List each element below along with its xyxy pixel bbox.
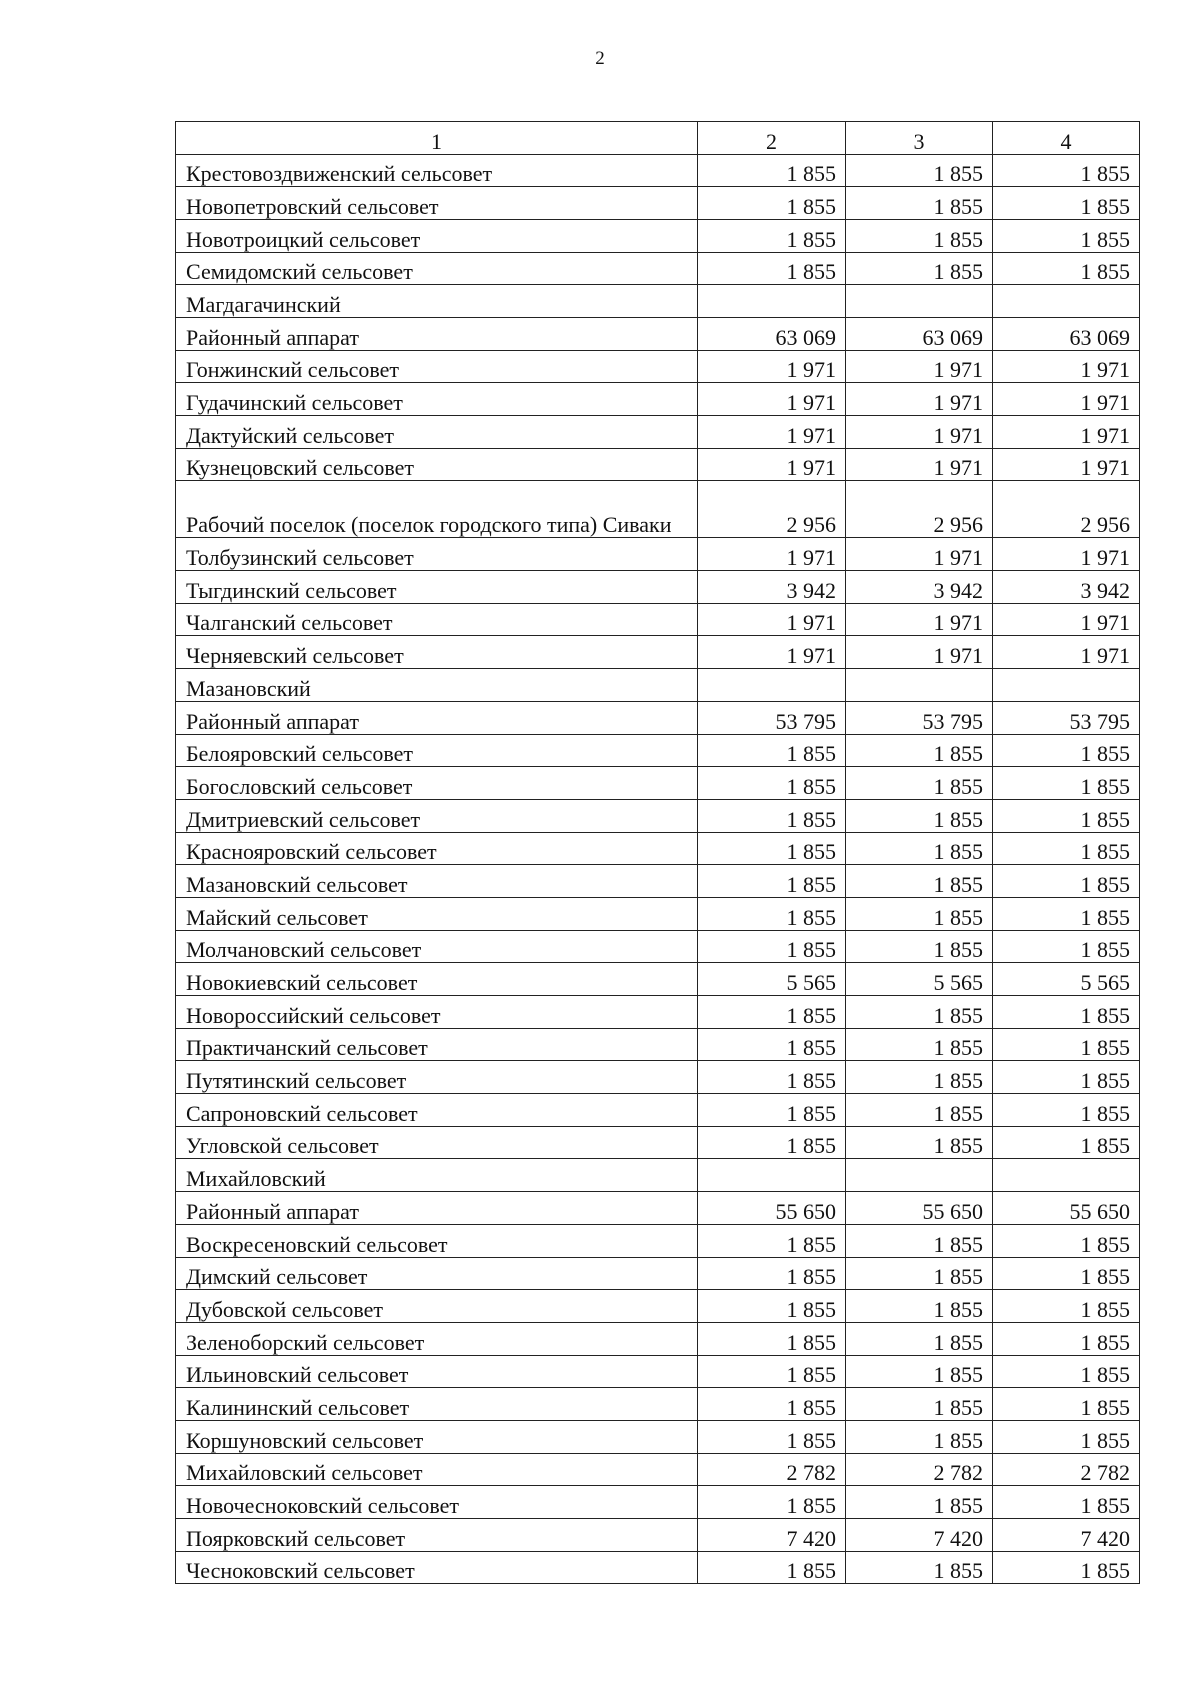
- table-row: [176, 930, 1140, 963]
- row-name-cell: Молчановский сельсовет: [176, 930, 698, 963]
- row-name-cell: Тыгдинский сельсовет: [176, 571, 698, 604]
- value-cell-col3: 5 565: [846, 963, 993, 996]
- value-cell-col4: 1 855: [993, 996, 1140, 1029]
- value-cell-col4: 1 971: [993, 603, 1140, 636]
- value-cell-col4: 1 855: [993, 767, 1140, 800]
- value-cell-col3: 1 855: [846, 930, 993, 963]
- value-cell-col2: 3 942: [698, 571, 846, 604]
- row-name-cell: Черняевский сельсовет: [176, 636, 698, 669]
- value-cell-col3: 3 942: [846, 571, 993, 604]
- table-row: [176, 1126, 1140, 1159]
- value-cell-col4: 1 855: [993, 1355, 1140, 1388]
- table-row: [176, 1486, 1140, 1519]
- row-name-cell: Краснояровский сельсовет: [176, 832, 698, 865]
- table-row: [176, 734, 1140, 767]
- table-row: [176, 1159, 1140, 1192]
- table-row: [176, 1061, 1140, 1094]
- value-cell-col3: 2 782: [846, 1453, 993, 1486]
- row-name-cell: Коршуновский сельсовет: [176, 1420, 698, 1453]
- row-name-cell: Угловской сельсовет: [176, 1126, 698, 1159]
- table-row: [176, 1094, 1140, 1127]
- table-row: [176, 187, 1140, 220]
- value-cell-col3: 1 855: [846, 1420, 993, 1453]
- row-name-cell: Ильиновский сельсовет: [176, 1355, 698, 1388]
- table-row: [176, 219, 1140, 252]
- value-cell-col3: 1 855: [846, 252, 993, 285]
- value-cell-col2: 5 565: [698, 963, 846, 996]
- value-cell-col4: 1 855: [993, 1420, 1140, 1453]
- table-row: [176, 1290, 1140, 1323]
- value-cell-col2: 1 855: [698, 1224, 846, 1257]
- value-cell-col3: 1 855: [846, 1355, 993, 1388]
- row-name-cell: Семидомский сельсовет: [176, 252, 698, 285]
- value-cell-col4: 1 855: [993, 1094, 1140, 1127]
- value-cell-col3: 1 971: [846, 350, 993, 383]
- value-cell-col4: 1 855: [993, 1486, 1140, 1519]
- table-row: [176, 865, 1140, 898]
- value-cell-col4: 1 855: [993, 1322, 1140, 1355]
- value-cell-col3: 53 795: [846, 701, 993, 734]
- value-cell-col2: 1 855: [698, 996, 846, 1029]
- value-cell-col3: 1 855: [846, 1322, 993, 1355]
- table-row: [176, 416, 1140, 449]
- value-cell-col3: 55 650: [846, 1192, 993, 1225]
- value-cell-col2: 1 855: [698, 1061, 846, 1094]
- table-row: [176, 285, 1140, 318]
- value-cell-col3: 1 855: [846, 897, 993, 930]
- table-row: [176, 1028, 1140, 1061]
- value-cell-col4: 1 855: [993, 1028, 1140, 1061]
- value-cell-col4: 55 650: [993, 1192, 1140, 1225]
- row-name-cell: Районный аппарат: [176, 317, 698, 350]
- value-cell-col2: 1 855: [698, 154, 846, 187]
- value-cell-col3: 1 855: [846, 865, 993, 898]
- row-name-cell: Практичанский сельсовет: [176, 1028, 698, 1061]
- value-cell-col3: 2 956: [846, 481, 993, 538]
- value-cell-col4: 1 855: [993, 1224, 1140, 1257]
- value-cell-col2: 1 855: [698, 897, 846, 930]
- value-cell-col4: 2 782: [993, 1453, 1140, 1486]
- value-cell-col2: [698, 669, 846, 702]
- value-cell-col3: 1 855: [846, 1126, 993, 1159]
- row-name-cell: Районный аппарат: [176, 1192, 698, 1225]
- row-name-cell: Белояровский сельсовет: [176, 734, 698, 767]
- value-cell-col2: 1 971: [698, 350, 846, 383]
- row-name-cell: Чалганский сельсовет: [176, 603, 698, 636]
- value-cell-col2: 7 420: [698, 1519, 846, 1552]
- row-name-cell: Районный аппарат: [176, 701, 698, 734]
- row-name-cell: Майский сельсовет: [176, 897, 698, 930]
- table-row: [176, 832, 1140, 865]
- value-cell-col3: 1 855: [846, 1290, 993, 1323]
- row-name-cell: Новопетровский сельсовет: [176, 187, 698, 220]
- value-cell-col4: 1 855: [993, 832, 1140, 865]
- value-cell-col2: 1 855: [698, 1028, 846, 1061]
- table-row: [176, 154, 1140, 187]
- value-cell-col2: 53 795: [698, 701, 846, 734]
- column-header: 3: [846, 122, 993, 155]
- value-cell-col4: 1 971: [993, 538, 1140, 571]
- table-row: [176, 603, 1140, 636]
- value-cell-col4: 1 855: [993, 865, 1140, 898]
- value-cell-col3: 1 855: [846, 832, 993, 865]
- table-body: [176, 122, 1140, 1584]
- table-row: [176, 538, 1140, 571]
- value-cell-col2: 1 855: [698, 1322, 846, 1355]
- table-row: [176, 799, 1140, 832]
- value-cell-col4: 5 565: [993, 963, 1140, 996]
- value-cell-col2: 1 971: [698, 603, 846, 636]
- table-row: [176, 383, 1140, 416]
- row-name-cell: Дмитриевский сельсовет: [176, 799, 698, 832]
- row-name-cell: Рабочий поселок (поселок городского типа) Сиваки: [176, 481, 698, 538]
- value-cell-col2: 1 855: [698, 734, 846, 767]
- table-row: [176, 1257, 1140, 1290]
- value-cell-col3: 1 855: [846, 1551, 993, 1584]
- table-row: [176, 252, 1140, 285]
- row-name-cell: Калининский сельсовет: [176, 1388, 698, 1421]
- row-name-cell: Богословский сельсовет: [176, 767, 698, 800]
- value-cell-col2: 1 855: [698, 832, 846, 865]
- row-name-cell: Михайловский: [176, 1159, 698, 1192]
- value-cell-col3: 1 855: [846, 1224, 993, 1257]
- value-cell-col4: 1 971: [993, 416, 1140, 449]
- value-cell-col3: 1 855: [846, 154, 993, 187]
- table-row: [176, 1388, 1140, 1421]
- row-name-cell: Воскресеновский сельсовет: [176, 1224, 698, 1257]
- row-name-cell: Зеленоборский сельсовет: [176, 1322, 698, 1355]
- table-row: [176, 897, 1140, 930]
- value-cell-col4: 1 971: [993, 350, 1140, 383]
- table-row: [176, 1224, 1140, 1257]
- table-row: [176, 1551, 1140, 1584]
- value-cell-col4: [993, 285, 1140, 318]
- value-cell-col2: 1 855: [698, 187, 846, 220]
- value-cell-col3: 1 971: [846, 636, 993, 669]
- value-cell-col2: 1 855: [698, 1257, 846, 1290]
- value-cell-col4: 1 855: [993, 1290, 1140, 1323]
- row-name-cell: Крестовоздвиженский сельсовет: [176, 154, 698, 187]
- table-row: [176, 1355, 1140, 1388]
- value-cell-col3: 1 855: [846, 734, 993, 767]
- value-cell-col3: 1 855: [846, 799, 993, 832]
- value-cell-col2: 1 855: [698, 1290, 846, 1323]
- value-cell-col4: 1 855: [993, 734, 1140, 767]
- value-cell-col2: 1 855: [698, 1355, 846, 1388]
- value-cell-col2: 2 782: [698, 1453, 846, 1486]
- value-cell-col2: 55 650: [698, 1192, 846, 1225]
- value-cell-col4: 1 855: [993, 187, 1140, 220]
- value-cell-col2: 1 855: [698, 1094, 846, 1127]
- value-cell-col2: 1 971: [698, 636, 846, 669]
- value-cell-col2: [698, 285, 846, 318]
- value-cell-col4: 63 069: [993, 317, 1140, 350]
- value-cell-col2: 1 971: [698, 448, 846, 481]
- value-cell-col3: 1 855: [846, 1028, 993, 1061]
- value-cell-col2: 1 971: [698, 538, 846, 571]
- column-header: 4: [993, 122, 1140, 155]
- row-name-cell: Кузнецовский сельсовет: [176, 448, 698, 481]
- table-row: [176, 1519, 1140, 1552]
- row-name-cell: Сапроновский сельсовет: [176, 1094, 698, 1127]
- value-cell-col3: 63 069: [846, 317, 993, 350]
- value-cell-col4: 1 971: [993, 383, 1140, 416]
- row-name-cell: Новокиевский сельсовет: [176, 963, 698, 996]
- value-cell-col2: 1 971: [698, 383, 846, 416]
- column-header: 1: [176, 122, 698, 155]
- value-cell-col4: 7 420: [993, 1519, 1140, 1552]
- value-cell-col3: 1 855: [846, 1388, 993, 1421]
- value-cell-col2: 1 855: [698, 1126, 846, 1159]
- value-cell-col2: [698, 1159, 846, 1192]
- value-cell-col4: 1 855: [993, 219, 1140, 252]
- row-name-cell: Новороссийский сельсовет: [176, 996, 698, 1029]
- value-cell-col4: 1 855: [993, 252, 1140, 285]
- value-cell-col3: [846, 285, 993, 318]
- row-name-cell: Чесноковский сельсовет: [176, 1551, 698, 1584]
- value-cell-col3: 1 971: [846, 416, 993, 449]
- value-cell-col3: 1 855: [846, 187, 993, 220]
- column-header: 2: [698, 122, 846, 155]
- value-cell-col3: 1 855: [846, 1094, 993, 1127]
- value-cell-col4: 1 855: [993, 1126, 1140, 1159]
- value-cell-col3: 1 971: [846, 603, 993, 636]
- row-name-cell: Михайловский сельсовет: [176, 1453, 698, 1486]
- value-cell-col3: 1 971: [846, 448, 993, 481]
- value-cell-col3: 7 420: [846, 1519, 993, 1552]
- value-cell-col2: 1 855: [698, 930, 846, 963]
- value-cell-col2: 1 971: [698, 416, 846, 449]
- row-name-cell: Дактуйский сельсовет: [176, 416, 698, 449]
- value-cell-col3: 1 855: [846, 767, 993, 800]
- value-cell-col4: 1 971: [993, 636, 1140, 669]
- table-row: [176, 1420, 1140, 1453]
- table-row: [176, 317, 1140, 350]
- value-cell-col4: 1 855: [993, 1388, 1140, 1421]
- value-cell-col2: 1 855: [698, 1388, 846, 1421]
- row-name-cell: Мазановский сельсовет: [176, 865, 698, 898]
- row-name-cell: Гудачинский сельсовет: [176, 383, 698, 416]
- value-cell-col2: 1 855: [698, 219, 846, 252]
- value-cell-col4: 53 795: [993, 701, 1140, 734]
- value-cell-col3: 1 855: [846, 1486, 993, 1519]
- table-row: [176, 963, 1140, 996]
- table-row: [176, 571, 1140, 604]
- value-cell-col4: [993, 669, 1140, 702]
- value-cell-col3: 1 855: [846, 1061, 993, 1094]
- table-row: [176, 636, 1140, 669]
- row-name-cell: Мазановский: [176, 669, 698, 702]
- table-row: [176, 350, 1140, 383]
- value-cell-col4: 2 956: [993, 481, 1140, 538]
- row-name-cell: Поярковский сельсовет: [176, 1519, 698, 1552]
- row-name-cell: Новотроицкий сельсовет: [176, 219, 698, 252]
- value-cell-col4: 1 855: [993, 1257, 1140, 1290]
- value-cell-col2: 1 855: [698, 767, 846, 800]
- table-row: [176, 701, 1140, 734]
- table-row: [176, 1453, 1140, 1486]
- value-cell-col4: 1 855: [993, 1551, 1140, 1584]
- allocation-table: [175, 121, 1140, 1584]
- value-cell-col2: 1 855: [698, 252, 846, 285]
- value-cell-col3: 1 971: [846, 538, 993, 571]
- value-cell-col3: [846, 669, 993, 702]
- value-cell-col4: 1 855: [993, 154, 1140, 187]
- row-name-cell: Новочесноковский сельсовет: [176, 1486, 698, 1519]
- table-row: [176, 448, 1140, 481]
- value-cell-col4: 1 971: [993, 448, 1140, 481]
- table-row: [176, 669, 1140, 702]
- page-number: 2: [595, 48, 605, 69]
- value-cell-col4: 1 855: [993, 799, 1140, 832]
- value-cell-col2: 1 855: [698, 1551, 846, 1584]
- value-cell-col2: 1 855: [698, 865, 846, 898]
- table-row: [176, 1192, 1140, 1225]
- value-cell-col2: 63 069: [698, 317, 846, 350]
- row-name-cell: Магдагачинский: [176, 285, 698, 318]
- value-cell-col4: 1 855: [993, 930, 1140, 963]
- table-row: [176, 767, 1140, 800]
- row-name-cell: Путятинский сельсовет: [176, 1061, 698, 1094]
- value-cell-col3: 1 971: [846, 383, 993, 416]
- value-cell-col3: 1 855: [846, 1257, 993, 1290]
- table-row: [176, 1322, 1140, 1355]
- row-name-cell: Дубовской сельсовет: [176, 1290, 698, 1323]
- value-cell-col2: 1 855: [698, 1486, 846, 1519]
- value-cell-col4: 3 942: [993, 571, 1140, 604]
- value-cell-col3: [846, 1159, 993, 1192]
- row-name-cell: Толбузинский сельсовет: [176, 538, 698, 571]
- value-cell-col3: 1 855: [846, 219, 993, 252]
- table-row: [176, 996, 1140, 1029]
- row-name-cell: Димский сельсовет: [176, 1257, 698, 1290]
- value-cell-col4: [993, 1159, 1140, 1192]
- row-name-cell: Гонжинский сельсовет: [176, 350, 698, 383]
- value-cell-col2: 2 956: [698, 481, 846, 538]
- value-cell-col3: 1 855: [846, 996, 993, 1029]
- value-cell-col2: 1 855: [698, 799, 846, 832]
- value-cell-col4: 1 855: [993, 1061, 1140, 1094]
- value-cell-col2: 1 855: [698, 1420, 846, 1453]
- table-header-row: [176, 122, 1140, 155]
- value-cell-col4: 1 855: [993, 897, 1140, 930]
- table-row: [176, 481, 1140, 538]
